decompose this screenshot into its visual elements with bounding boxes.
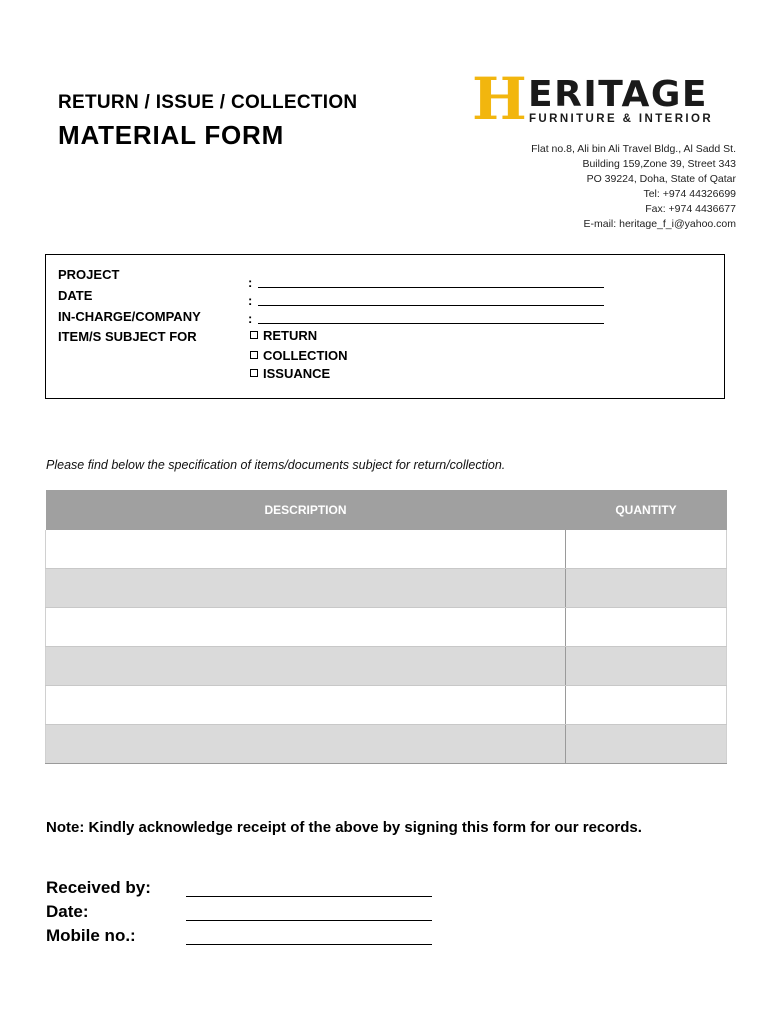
project-info-box	[45, 254, 725, 399]
address-phone: Tel: +974 44326699	[643, 188, 736, 200]
incharge-colon: :	[248, 311, 253, 326]
issuance-checkbox[interactable]	[250, 366, 330, 381]
description-cell[interactable]	[46, 647, 566, 686]
collection-checkbox[interactable]	[250, 348, 348, 363]
quantity-cell[interactable]	[566, 530, 727, 569]
address-line: Flat no.8, Ali bin Ali Travel Bldg., Al Sadd St.	[531, 143, 736, 155]
return-checkbox[interactable]	[250, 328, 317, 343]
checkbox-square-icon	[250, 331, 258, 339]
description-header: DESCRIPTION	[46, 490, 566, 530]
table-row	[46, 686, 727, 725]
signature-date-field[interactable]	[186, 920, 432, 921]
mobile-no-field[interactable]	[186, 944, 432, 945]
table-row	[46, 608, 727, 647]
date-label: DATE	[58, 288, 93, 303]
form-title-line2: MATERIAL FORM	[58, 120, 285, 150]
mobile-no-label: Mobile no.:	[46, 926, 136, 945]
company-address	[531, 142, 736, 232]
quantity-cell[interactable]	[566, 686, 727, 725]
table-row	[46, 647, 727, 686]
quantity-cell[interactable]	[566, 725, 727, 764]
logo-subtitle: FURNITURE & INTERIOR	[529, 113, 714, 125]
project-field[interactable]	[258, 287, 604, 288]
date-field[interactable]	[258, 305, 604, 306]
date-colon: :	[248, 293, 253, 308]
address-line: PO 39224, Doha, State of Qatar	[586, 173, 736, 185]
company-logo	[472, 65, 738, 133]
received-by-label: Received by:	[46, 878, 151, 897]
items-subject-label: ITEM/S SUBJECT FOR	[58, 329, 197, 344]
table-row	[46, 530, 727, 569]
address-fax: Fax: +974 4436677	[645, 203, 736, 215]
project-label: PROJECT	[58, 267, 120, 282]
description-cell[interactable]	[46, 530, 566, 569]
description-cell[interactable]	[46, 608, 566, 647]
table-row	[46, 569, 727, 608]
instruction-text: Please find below the specification of items/documents subject for return/collection.	[46, 458, 506, 472]
checkbox-square-icon	[250, 351, 258, 359]
table-header-row	[46, 490, 727, 530]
description-cell[interactable]	[46, 569, 566, 608]
quantity-cell[interactable]	[566, 608, 727, 647]
description-cell[interactable]	[46, 725, 566, 764]
logo-word: ERITAGE	[528, 74, 708, 115]
checkbox-square-icon	[250, 369, 258, 377]
issuance-option-label: ISSUANCE	[263, 366, 331, 381]
return-option-label: RETURN	[263, 328, 318, 343]
incharge-field[interactable]	[258, 323, 604, 324]
received-by-field[interactable]	[186, 896, 432, 897]
incharge-label: IN-CHARGE/COMPANY	[58, 309, 201, 324]
quantity-header: QUANTITY	[566, 490, 727, 530]
project-colon: :	[248, 275, 253, 290]
items-table	[45, 490, 727, 764]
form-title-line1: RETURN / ISSUE / COLLECTION	[58, 92, 358, 113]
quantity-cell[interactable]	[566, 569, 727, 608]
logo-initial: H	[472, 65, 527, 133]
collection-option-label: COLLECTION	[263, 348, 348, 363]
signature-date-label: Date:	[46, 902, 89, 921]
quantity-cell[interactable]	[566, 647, 727, 686]
address-email: E-mail: heritage_f_i@yahoo.com	[583, 218, 736, 230]
table-row	[46, 725, 727, 764]
description-cell[interactable]	[46, 686, 566, 725]
acknowledgement-note: Note: Kindly acknowledge receipt of the above by signing this form for our records.	[46, 819, 642, 836]
address-line: Building 159,Zone 39, Street 343	[582, 158, 736, 170]
